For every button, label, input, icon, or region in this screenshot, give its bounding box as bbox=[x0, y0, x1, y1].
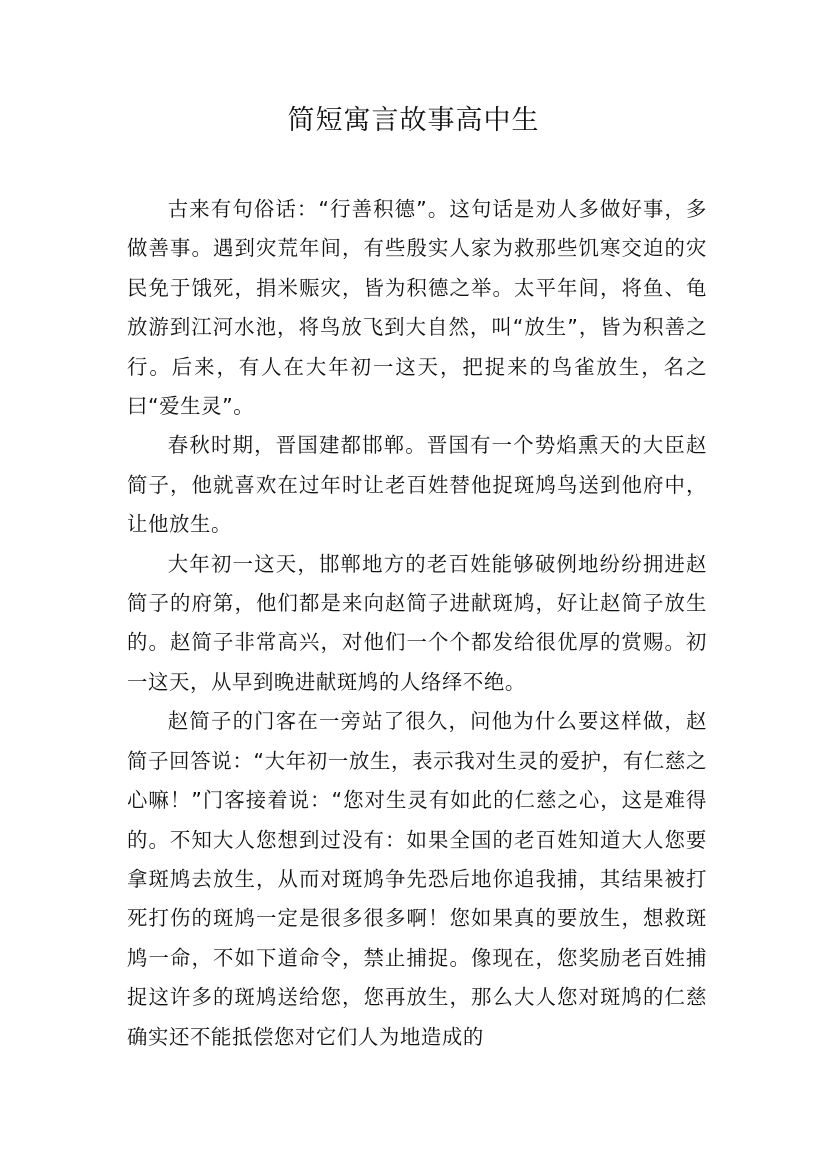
paragraph: 古来有句俗话：“行善积德”。这句话是劝人多做好事，多做善事。遇到灾荒年间，有些殷实人家为救那些饥寒交迫的灾民免于饿死，捐米赈灾，皆为积德之举。太平年间，将鱼、龟放游到江河水池，将鸟放飞到大自然，叫“放生”，皆为积善之行。后来，有人在大年初一这天，把捉来的鸟雀放生，名之曰“爱生灵”。 bbox=[127, 197, 707, 419]
paragraph: 赵简子的门客在一旁站了很久，问他为什么要这样做，赵简子回答说：“大年初一放生，表示我对生灵的爱护，有仁慈之心嘛！”门客接着说：“您对生灵有如此的仁慈之心，这是难得的。不知大人您想到过没有：如果全国的老百姓知道大人您要拿斑鸠去放生，从而对斑鸠争先恐后地你追我捕，其结果被打死打伤的斑鸠一定是很多很多啊！您如果真的要放生，想救斑鸠一命，不如下道命令，禁止捕捉。像现在，您奖励老百姓捕捉这许多的斑鸠送给您，您再放生，那么大人您对斑鸠的仁慈确实还不能抵偿您对它们人为地造成的 bbox=[127, 709, 707, 1049]
paragraph: 大年初一这天，邯郸地方的老百姓能够破例地纷纷拥进赵简子的府第，他们都是来向赵简子进献斑鸠，好让赵简子放生的。赵简子非常高兴，对他们一个个都发给很优厚的赏赐。初一这天，从早到晚进献斑鸠的人络绎不绝。 bbox=[127, 551, 707, 694]
paragraph: 春秋时期，晋国建都邯郸。晋国有一个势焰熏天的大臣赵简子，他就喜欢在过年时让老百姓替他捉斑鸠鸟送到他府中，让他放生。 bbox=[127, 433, 707, 537]
document-title: 简短寓言故事高中生 bbox=[287, 105, 540, 136]
document-body bbox=[127, 190, 707, 1057]
